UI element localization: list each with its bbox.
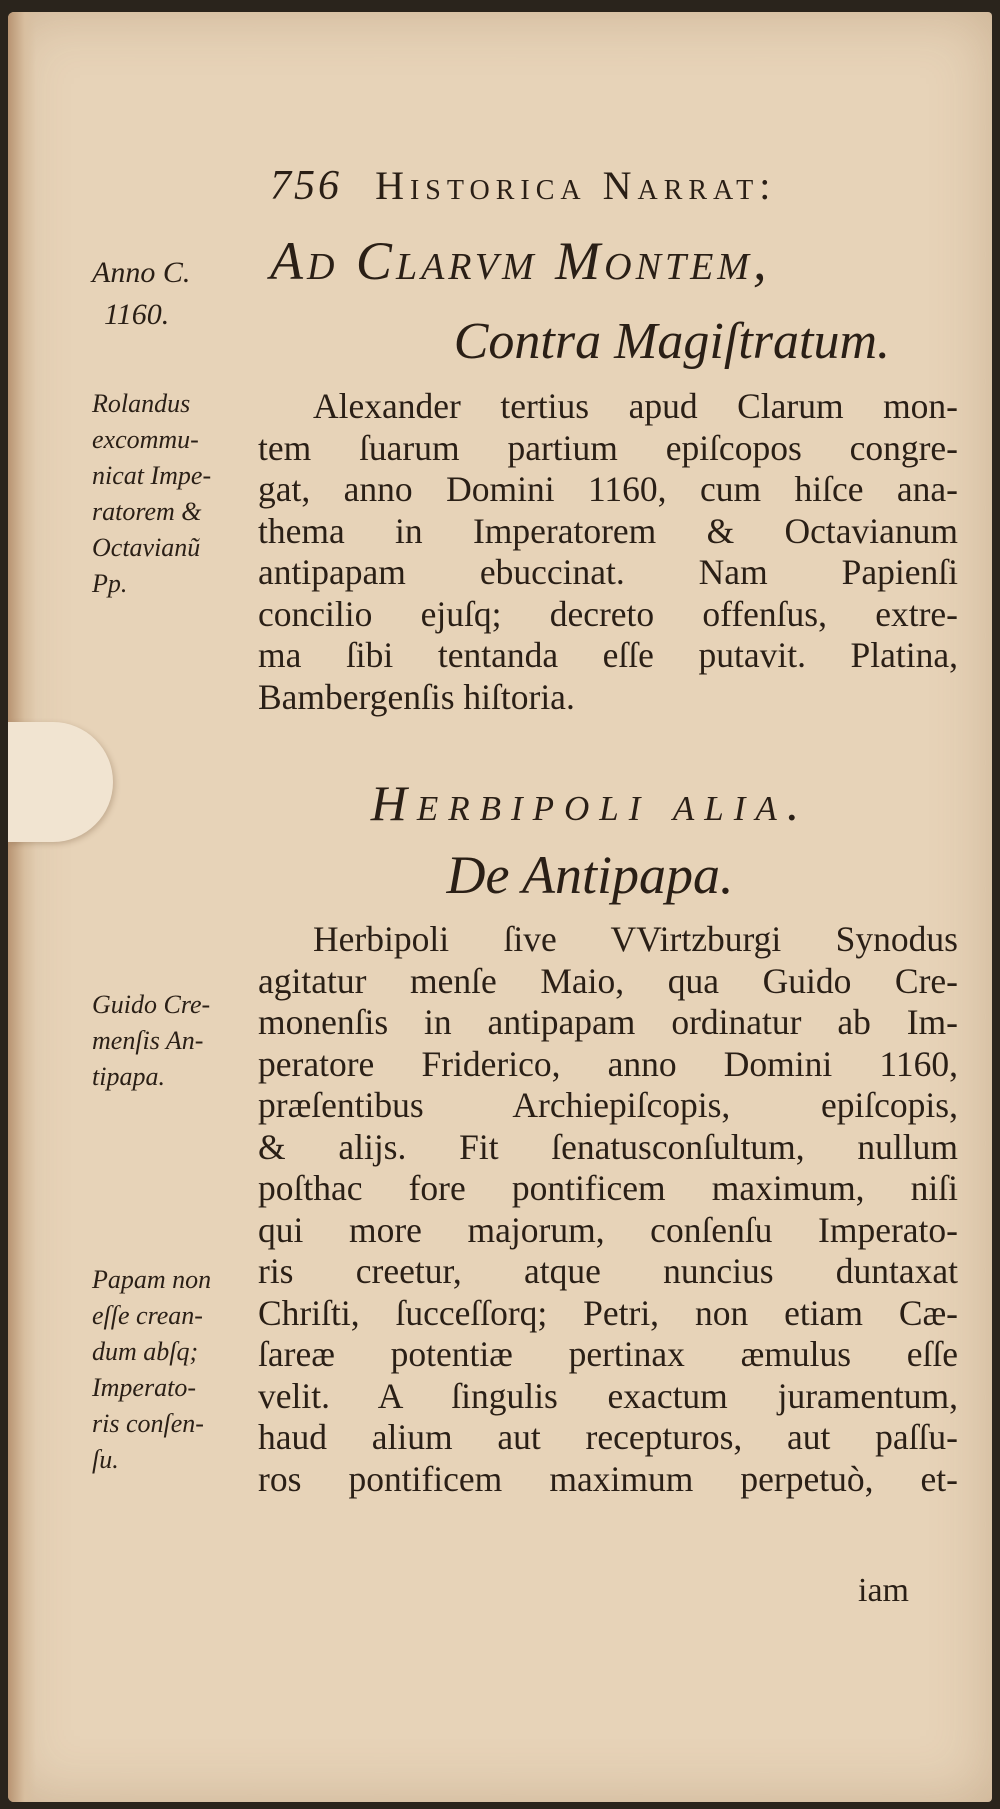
- margin-note-line: Guido Cre-: [92, 990, 211, 1019]
- page-gutter-shadow: [8, 12, 36, 1802]
- page-tab-marker: [8, 722, 113, 842]
- text-line: tem ſuarum partium epiſcopos congre-: [258, 427, 958, 468]
- text-line: velit. A ſingulis exactum juramentum,: [258, 1375, 958, 1416]
- text-line: haud alium aut recepturos, aut paſſu-: [258, 1417, 958, 1457]
- section-heading: Herbipoli alia.: [370, 775, 810, 831]
- margin-note-line: tipapa.: [92, 1062, 165, 1091]
- margin-note-guido: [92, 987, 262, 1095]
- catchword: iam: [858, 1572, 909, 1609]
- text-line: ſareæ potentiæ pertinax æmulus eſſe: [258, 1334, 958, 1374]
- margin-note-line: Imperato-: [92, 1373, 196, 1402]
- text-line: concilio ejuſq; decreto offenſus, extre-: [258, 593, 958, 634]
- text-line: qui more majorum, conſenſu Imperato-: [258, 1209, 958, 1250]
- margin-note-rolandus: [92, 386, 262, 602]
- margin-note-line: Octavianũ: [92, 533, 201, 562]
- text-line: Bambergenſis hiſtoria.: [258, 676, 575, 717]
- text-line: & alijs. Fit ſenatusconſultum, nullum: [258, 1126, 958, 1167]
- body-paragraph: [258, 919, 958, 1500]
- text-line: Chriſti, ſucceſſorq; Petri, non etiam Cæ-: [258, 1292, 958, 1333]
- body-paragraph: [258, 386, 958, 718]
- margin-note-line: 1160.: [104, 298, 170, 331]
- margin-note-papam: [92, 1262, 262, 1478]
- text-line: ris creetur, atque nuncius duntaxat: [258, 1251, 958, 1291]
- margin-note-line: Pp.: [92, 569, 128, 598]
- text-line: Herbipoli ſive VVirtzburgi Synodus: [313, 919, 958, 959]
- running-head: [270, 162, 776, 210]
- margin-note-line: ſu.: [92, 1445, 119, 1474]
- text-line: thema in Imperatorem & Octavianum: [258, 510, 958, 551]
- text-line: ma ſibi tentanda eſſe putavit. Platina,: [258, 635, 958, 675]
- text-line: agitatur menſe Maio, qua Guido Cre-: [258, 960, 958, 1001]
- page-number: 756: [270, 163, 342, 209]
- margin-note-line: ris conſen-: [92, 1409, 204, 1438]
- margin-note-line: nicat Impe-: [92, 461, 212, 490]
- margin-note-line: menſis An-: [92, 1026, 204, 1055]
- running-head-title: Historica Narrat:: [375, 163, 777, 208]
- margin-note-line: Papam non: [92, 1265, 212, 1294]
- margin-note-line: eſſe crean-: [92, 1301, 203, 1330]
- margin-note-line: Rolandus: [92, 389, 191, 418]
- text-line: monenſis in antipapam ordinatur ab Im-: [258, 1002, 958, 1042]
- book-page: [8, 12, 992, 1802]
- text-line: Alexander tertius apud Clarum mon-: [313, 386, 958, 426]
- margin-note-year: [92, 252, 262, 336]
- margin-note-line: ratorem &: [92, 497, 202, 526]
- text-line: antipapam ebuccinat. Nam Papienſi: [258, 552, 958, 592]
- section-subheading: Contra Magiſtratum.: [453, 313, 890, 370]
- margin-note-line: excommu-: [92, 425, 199, 454]
- margin-note-line: Anno C.: [92, 256, 191, 289]
- section-heading: Ad Clarvm Montem,: [270, 231, 771, 291]
- text-line: ros pontificem maximum perpetuò, et-: [258, 1458, 958, 1499]
- text-line: poſthac fore pontificem maximum, niſi: [258, 1168, 958, 1208]
- text-line: peratore Friderico, anno Domini 1160,: [258, 1043, 958, 1084]
- section-subheading: De Antipapa.: [446, 845, 734, 905]
- margin-note-line: dum abſq;: [92, 1337, 199, 1366]
- text-line: præſentibus Archiepiſcopis, epiſcopis,: [258, 1085, 958, 1125]
- text-line: gat, anno Domini 1160, cum hiſce ana-: [258, 469, 958, 509]
